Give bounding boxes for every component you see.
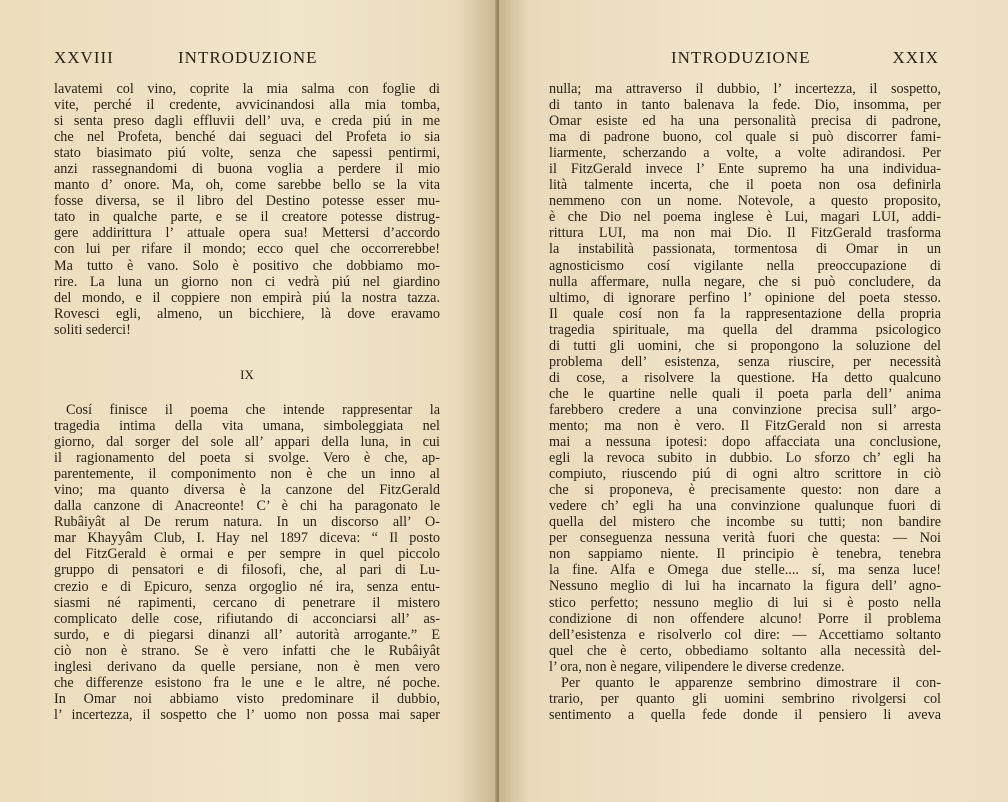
- text-line: agnosticismo cosí vigilante nella preoccupazione di: [549, 257, 941, 274]
- text-line: con lui per rifare il mondo; ecco quel che occorrerebbe!: [54, 241, 440, 258]
- text-line: soliti sederci!: [54, 321, 131, 338]
- text-line: nulla affermare, nulla negare, che si può concludere, da: [549, 273, 941, 290]
- text-line: nemmeno con un nome. Notevole, a questo proposito,: [549, 193, 941, 210]
- text-line: Ma tutto è vano. Solo è positivo che dobbiamo mo-: [54, 257, 440, 274]
- text-line: la instabilità passionata, tormentosa di Omar in un: [549, 241, 941, 258]
- text-line: condizione di non offendere alcuno! Porre il problema: [549, 610, 941, 627]
- section-numeral: IX: [240, 367, 254, 382]
- text-line: per conseguenza nessuna verità fuori che questa: — Noi: [549, 530, 941, 547]
- left-text-block-bottom: [54, 402, 440, 723]
- text-line: Cosí finisce il poema che intende rappresentar la: [66, 402, 440, 418]
- text-line: sentimento a quella fede donde il pensiero li aveva: [549, 706, 941, 723]
- text-line: mento; ma non è vero. Il FitzGerald non si arresta: [549, 417, 941, 434]
- text-line: il FitzGerald invece l’ Ente supremo ha una individua-: [549, 161, 941, 178]
- text-line: che si proponeva, è precisamente questo: non dare a: [549, 482, 941, 499]
- text-line: Nessuno meglio di lui ha incarnato la figura dell’ agno-: [549, 578, 941, 595]
- text-line: rittura LUI, ma non mai Dio. Il FitzGerald trasforma: [549, 225, 941, 242]
- text-line: farebbero credere a una convinzione precisa sull’ argo-: [549, 401, 941, 418]
- text-line: tragedia intima della vita umana, simboleggiata nel: [54, 418, 440, 435]
- text-line: gruppo di pensatori e di filosofi, che, al pari di Lu-: [54, 562, 440, 579]
- left-running-head: INTRODUZIONE: [178, 48, 318, 67]
- text-line: dell’esistenza e risolverlo col dire: — Accettiamo soltanto: [549, 626, 941, 643]
- text-line: vino; ma quanto diversa è la canzone del FitzGerald: [54, 482, 440, 499]
- text-line: del mondo, e il coppiere non empirà piú la nostra tazza.: [54, 289, 440, 306]
- text-line: In Omar noi abbiamo visto predominare il dubbio,: [54, 690, 440, 707]
- text-line: che le quartine nelle quali il poeta parla dell’ anima: [549, 385, 941, 402]
- text-line: compiuto, riuscendo piú di ogni altro scrittore in ciò: [549, 466, 941, 483]
- text-line: complicato delle cose, rifiutando di acconciarsi all’ as-: [54, 610, 440, 627]
- text-line: Rubâiyât al De rerum natura. In un discorso all’ O-: [54, 514, 440, 531]
- text-line: il ragionamento del poeta si svolge. Vero è che, ap-: [54, 450, 440, 467]
- text-line: l’ ora, non è negare, vilipendere le diverse credenze.: [549, 658, 845, 675]
- text-line: fosse diversa, se il libro del Destino potesse esser mu-: [54, 193, 440, 210]
- text-line: Il quale cosí non fa la rappresentazione della propria: [549, 305, 941, 322]
- text-line: parentemente, il componimento non è che un inno al: [54, 466, 440, 483]
- text-line: lità talmente incerta, che il poeta non osa definirla: [549, 177, 941, 194]
- text-line: dalla canzone di Anacreonte! C’ è chi ha paragonato le: [54, 498, 440, 515]
- right-text-block: [549, 81, 941, 723]
- text-line: vedere ch’ egli ha una convinzione qualunque fuori di: [549, 498, 941, 515]
- text-line: rire. La luna un giorno non ci vedrà piú nel giardino: [54, 273, 440, 290]
- text-line: quel che è certo, obbediamo soltanto alla necessità del-: [549, 642, 941, 659]
- text-line: anzi rassegnandomi di buona voglia a perdere il mio: [54, 161, 440, 178]
- text-line: giorno, dal sorger del sole all’ appari della luna, in cui: [54, 434, 440, 451]
- left-page: [0, 0, 497, 802]
- text-line: tragedia spirituale, ma quella del dramma psicologico: [549, 321, 941, 338]
- text-line: del FitzGerald è ormai e per sempre in quel piccolo: [54, 546, 440, 563]
- text-line: liarmente, scherzando a volte, a volte adirandosi. Per: [549, 145, 941, 162]
- text-line: mai a nessuna ipotesi: dopo affacciata una conclusione,: [549, 434, 941, 451]
- text-line: surdo, e di piegarsi dinanzi all’ autorità arrogante.” E: [54, 626, 440, 643]
- text-line: manto d’ onore. Ma, oh, come sarebbe bello se la vita: [54, 177, 440, 194]
- right-running-header: [551, 48, 939, 70]
- text-line: trario, per quanto gli uomini sembrino rivolgersi col: [549, 690, 941, 707]
- text-line: gere addirittura l’ attuale opera sua! Mettersi d’accordo: [54, 225, 440, 242]
- text-line: siasmi né rapimenti, cercano di penetrare il mistero: [54, 594, 440, 611]
- text-line: ma di padrone buono, col quale si può discorrer fami-: [549, 129, 941, 146]
- text-line: stico perfetto; nessuno meglio di lui si è posto nella: [549, 594, 941, 611]
- text-line: mar Khayyâm Club, I. Hay nel 1897 diceva: “ Il posto: [54, 530, 440, 547]
- text-line: tato in qualche parte, e se il creatore potesse distrug-: [54, 209, 440, 226]
- text-line: nulla; ma attraverso il dubbio, l’ incertezza, il sospetto,: [549, 81, 941, 97]
- text-line: non sappiamo niente. Il principio è tenebra, tenebra: [549, 546, 941, 563]
- right-page-number: XXIX: [892, 48, 939, 67]
- text-line: Per quanto le apparenze sembrino dimostrare il con-: [561, 674, 941, 691]
- text-line: inglesi derivano da quelle persiane, non è men vero: [54, 658, 440, 675]
- text-line: che nel Profeta, benché dai seguaci del Profeta io sia: [54, 129, 440, 146]
- text-line: egli la revoca subito in dubbio. Lo sforzo ch’ egli ha: [549, 450, 941, 467]
- text-line: ultimo, di ignorare perfino l’ opinione del poeta stesso.: [549, 289, 941, 306]
- text-line: quella del mistero che incombe su tutti; non bandire: [549, 514, 941, 531]
- text-line: l’ incertezza, il sospetto che l’ uomo non possa mai saper: [54, 706, 440, 723]
- text-line: di tutti gli uomini, che si propongono la soluzione del: [549, 337, 941, 354]
- left-page-number: XXVIII: [54, 48, 114, 67]
- text-line: è che Dio nel poema inglese è Lui, magari LUI, addi-: [549, 209, 941, 226]
- text-line: si senta preso dagli effluvii dell’ uva, e creda piú in me: [54, 113, 440, 130]
- text-line: Rovesci egli, almeno, un bicchiere, là dove eravamo: [54, 305, 440, 322]
- text-line: vite, perché il credente, avvicinandosi alla mia tomba,: [54, 97, 440, 114]
- text-line: problema dell’ esistenza, senza riuscire, per necessità: [549, 353, 941, 370]
- left-running-header: [54, 48, 440, 70]
- left-text-block-top: [54, 81, 440, 338]
- text-line: che differenze esistono fra le une e le altre, né poche.: [54, 674, 440, 691]
- text-line: crezio e di Epicuro, senza orgoglio né ira, senza entu-: [54, 578, 440, 595]
- text-line: di tanto in tanto balenava la fede. Dio, insomma, per: [549, 97, 941, 114]
- text-line: stato biasimato piú volte, senza che sapessi pentirmi,: [54, 145, 440, 162]
- text-line: Omar esiste ed ha una personalità precisa di padrone,: [549, 113, 941, 130]
- right-running-head: INTRODUZIONE: [671, 48, 811, 67]
- right-page: [499, 0, 1008, 802]
- text-line: ciò non è strano. Se è vero infatti che le Rubâiyât: [54, 642, 440, 659]
- text-line: di cose, a risolvere la questione. Ha detto qualcuno: [549, 369, 941, 386]
- text-line: la fine. Alfa e Omega due stelle.... sí, ma senza luce!: [549, 562, 941, 579]
- text-line: lavatemi col vino, coprite la mia salma con foglie di: [54, 81, 440, 97]
